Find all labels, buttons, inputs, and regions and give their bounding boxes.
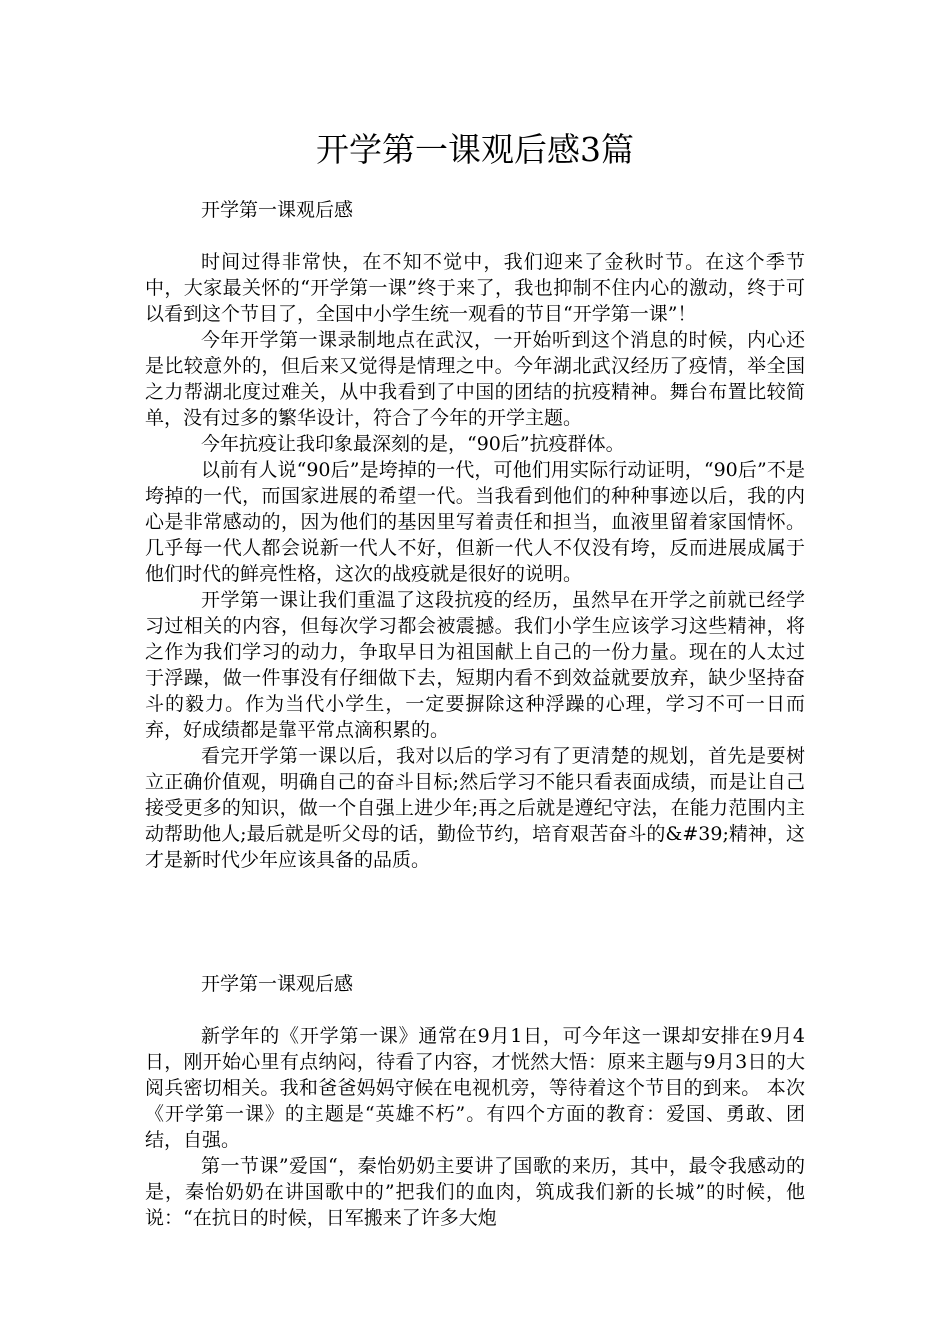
paragraph: 新学年的《开学第一课》通常在9月1日，可今年这一课却安排在9月4日，刚开始心里有点纳闷，待看了内容，才恍然大悟：原来主题与9月3日的大阅兵密切相关。我和爸爸妈妈守候在电视机旁，等待着这个节目的到来。 本次《开学第一课》的主题是“英雄不朽”。有四个方面的教育：爱国、勇敢、团结，自强。: [145, 1025, 805, 1151]
paragraph: 第一节课”爱国“，秦怡奶奶主要讲了国歌的来历，其中，最令我感动的是，秦怡奶奶在讲国歌中的”把我们的血肉，筑成我们新的长城”的时候，他说：“在抗日的时候，日军搬来了许多大炮: [145, 1155, 805, 1229]
document-page: [145, 0, 805, 1344]
section-heading-1: 开学第一课观后感: [201, 199, 354, 221]
paragraph: 今年抗疫让我印象最深刻的是，“90后”抗疫群体。: [201, 433, 625, 455]
paragraph: 以前有人说“90后”是垮掉的一代，可他们用实际行动证明，“90后”不是垮掉的一代，而国家进展的希望一代。当我看到他们的种种事迹以后，我的内心是非常感动的，因为他们的基因里写着责任和担当，血液里留着家国情怀。几乎每一代人都会说新一代人不好，但新一代人不仅没有垮，反而进展成属于他们时代的鲜亮性格，这次的战疫就是很好的说明。: [145, 459, 805, 585]
document-title: 开学第一课观后感3篇: [316, 130, 634, 169]
section-body-2: [145, 1023, 805, 1231]
paragraph: 时间过得非常快，在不知不觉中，我们迎来了金秋时节。在这个季节中，大家最关怀的“开学第一课”终于来了，我也抑制不住内心的激动，终于可以看到这个节目了，全国中小学生统一观看的节目“开学第一课”！: [145, 251, 805, 325]
section-heading-2: 开学第一课观后感: [201, 973, 354, 995]
paragraph: 开学第一课让我们重温了这段抗疫的经历，虽然早在开学之前就已经学习过相关的内容，但每次学习都会被震撼。我们小学生应该学习这些精神，将之作为我们学习的动力，争取早日为祖国献上自己的一份力量。现在的人太过于浮躁，做一件事没有仔细做下去，短期内看不到效益就要放弃，缺少坚持奋斗的毅力。作为当代小学生，一定要摒除这种浮躁的心理，学习不可一日而弃，好成绩都是靠平常点滴积累的。: [145, 589, 805, 741]
paragraph: 今年开学第一课录制地点在武汉，一开始听到这个消息的时候，内心还是比较意外的，但后来又觉得是情理之中。今年湖北武汉经历了疫情，举全国之力帮湖北度过难关，从中我看到了中国的团结的抗疫精神。舞台布置比较简单，没有过多的繁华设计，符合了今年的开学主题。: [145, 329, 805, 429]
paragraph: 看完开学第一课以后，我对以后的学习有了更清楚的规划，首先是要树立正确价值观，明确自己的奋斗目标;然后学习不能只看表面成绩，而是让自己接受更多的知识，做一个自强上进少年;再之后就是遵纪守法，在能力范围内主动帮助他人;最后就是听父母的话，勤俭节约，培育艰苦奋斗的&#39;精神，这才是新时代少年应该具备的品质。: [145, 745, 805, 871]
section-body-1: [145, 249, 805, 873]
